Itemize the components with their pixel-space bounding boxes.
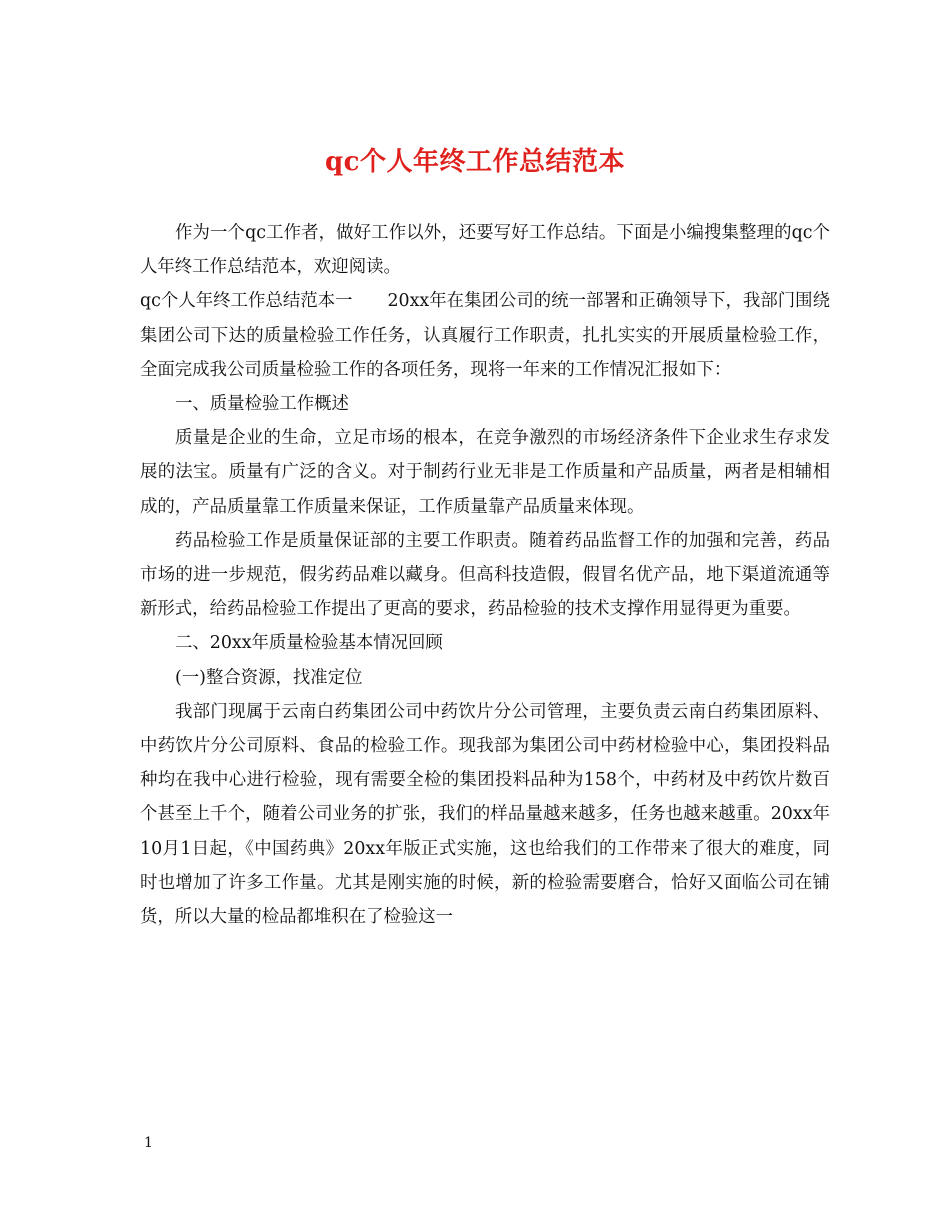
document-body [140,216,830,934]
heading-section-two: 二、20xx年质量检验基本情况回顾 [175,633,443,654]
paragraph-intro: 作为一个qc工作者，做好工作以外，还要写好工作总结。下面是小编搜集整理的qc个人年终工作总结范本，欢迎阅读。 [140,223,830,278]
paragraph-sample-one: qc个人年终工作总结范本一 20xx年在集团公司的统一部署和正确领导下，我部门围绕集团公司下达的质量检验工作任务，认真履行工作职责，扎扎实实的开展质量检验工作，全面完成我公司质量检验工作的各项任务，现将一年来的工作情况汇报如下： [140,291,830,380]
document-title: qc个人年终工作总结范本 [324,147,625,177]
page-number: 1 [144,1135,153,1151]
paragraph-drug-inspection: 药品检验工作是质量保证部的主要工作职责。随着药品监督工作的加强和完善，药品市场的进一步规范，假劣药品难以藏身。但高科技造假，假冒名优产品，地下渠道流通等新形式，给药品检验工作提出了更高的要求，药品检验的技术支撑作用显得更为重要。 [140,530,830,620]
paragraph-quality-life: 质量是企业的生命，立足市场的根本，在竞争激烈的市场经济条件下企业求生存求发展的法宝。质量有广泛的含义。对于制药行业无非是工作质量和产品质量，两者是相辅相成的，产品质量靠工作质量来保证，工作质量靠产品质量来体现。 [140,428,830,517]
heading-section-one: 一、质量检验工作概述 [175,394,349,415]
heading-subsection-one: (一)整合资源，找准定位 [175,667,363,688]
paragraph-department: 我部门现属于云南白药集团公司中药饮片分公司管理，主要负责云南白药集团原料、中药饮片分公司原料、食品的检验工作。现我部为集团公司中药材检验中心，集团投料品种均在我中心进行检验，现有需要全检的集团投料品种为158个，中药材及中药饮片数百个甚至上千个，随着公司业务的扩张，我们的样品量越来越多，任务也越来越重。20xx年10月1日起，《中国药典》20xx年版正式实施，这也给我们的工作带来了很大的难度，同时也增加了许多工作量。尤其是刚实施的时候，新的检验需要磨合，恰好又面临公司在铺货，所以大量的检品都堆积在了检验这一 [140,701,830,928]
